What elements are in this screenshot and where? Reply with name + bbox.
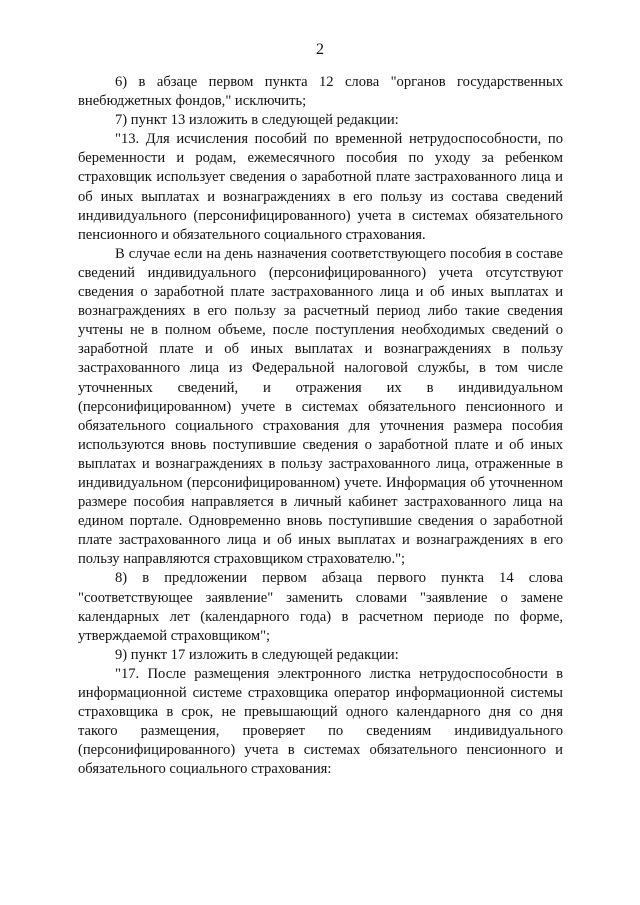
page-number: 2 bbox=[316, 41, 324, 58]
paragraph-item-8: 8) в предложении первом абзаца первого пункта 14 слова "соответствующее заявление" заменить словами "заявление о замене календарных лет (календарного года) в расчетном периоде по форме, утверждаемой страховщиком"; bbox=[78, 570, 563, 644]
paragraph-item-9: 9) пункт 17 изложить в следующей редакции: bbox=[115, 646, 399, 663]
document-body bbox=[78, 73, 563, 779]
paragraph-item-6: 6) в абзаце первом пункта 12 слова "органов государственных внебюджетных фондов," исключить; bbox=[78, 74, 563, 110]
paragraph-point-13-part-1: "13. Для исчисления пособий по временной нетрудоспособности, по беременности и родам, ежемесячного пособия по уходу за ребенком страховщик использует сведения о заработной плате застрахованного лица и об иных выплатах и вознаграждениях в его пользу из состава сведений индивидуального (персонифицированного) учета в системах обязательного пенсионного и обязательного социального страхования. bbox=[78, 131, 563, 243]
paragraph-point-17: "17. После размещения электронного листка нетрудоспособности в информационной системе страховщика оператор информационной системы страховщика в срок, не превышающий одного календарного дня со дня такого размещения, проверяет по сведениям индивидуального (персонифицированного) учета в системах обязательного пенсионного и обязательного социального страхования: bbox=[78, 665, 563, 778]
paragraph-point-13-part-2: В случае если на день назначения соответствующего пособия в составе сведений индивидуального (персонифицированного) учета отсутствуют сведения о заработной плате застрахованного лица и об иных выплатах и вознаграждениях в его пользу за расчетный период либо такие сведения учтены не в полном объеме, после поступления необходимых сведений о заработной плате и об иных выплатах и вознаграждениях в пользу застрахованного лица из Федеральной налоговой службы, в том числе уточненных сведений, и отражения их в индивидуальном (персонифицированном) учете в системах обязательного пенсионного и обязательного социального страхования для уточнения размера пособия используются вновь поступившие сведения о заработной плате и об иных выплатах и вознаграждениях в пользу застрахованного лица, отраженные в индивидуальном (персонифицированном) учете. Информация об уточненном размере пособия направляется в личный кабинет застрахованного лица на едином портале. Одновременно вновь поступившие сведения о заработной плате застрахованного лица и об иных выплатах и вознаграждениях в его пользу направляются страховщиком страхователю."; bbox=[78, 245, 563, 568]
paragraph-item-7: 7) пункт 13 изложить в следующей редакции: bbox=[115, 112, 399, 129]
